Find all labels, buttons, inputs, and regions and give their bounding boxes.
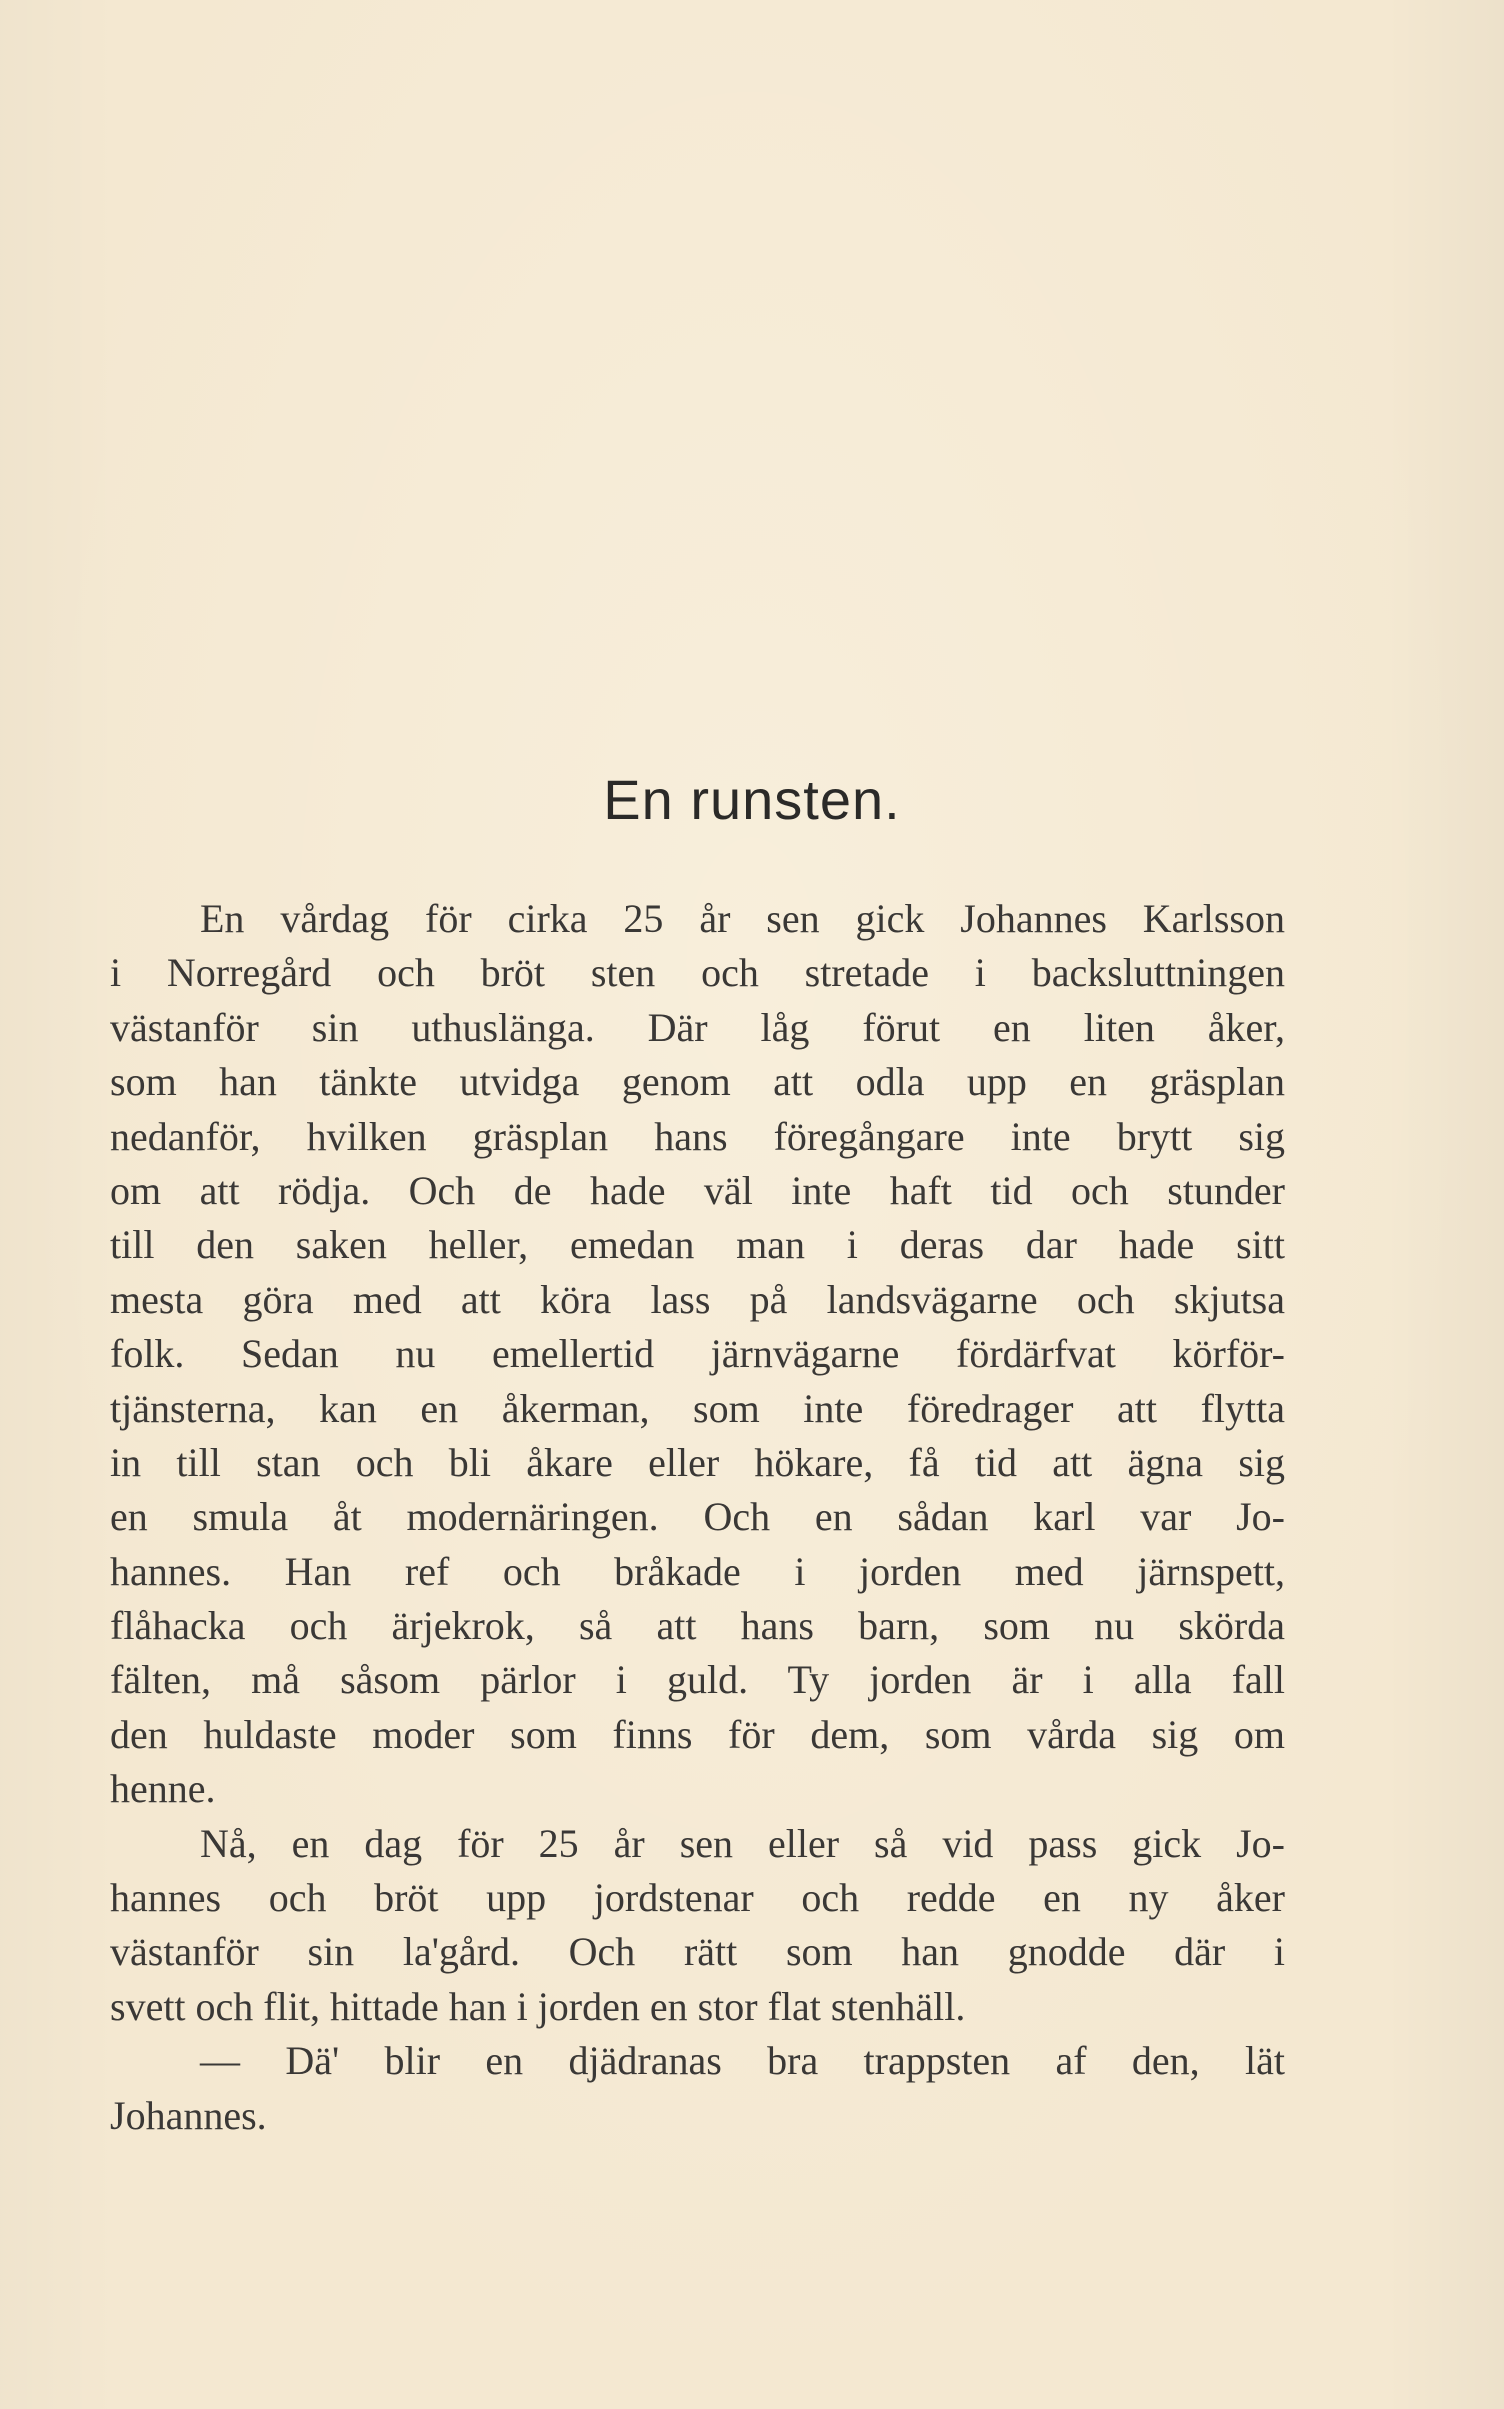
text-line: tjänsterna, kan en åkerman, som inte föredrager att flytta (110, 1385, 1285, 1431)
text-line: fälten, må såsom pärlor i guld. Ty jorden är i alla fall (110, 1657, 1285, 1703)
text-line: den huldaste moder som finns för dem, som vårda sig om (110, 1711, 1285, 1757)
text-line: henne. (110, 1766, 216, 1812)
text-line: i Norregård och bröt sten och stretade i backsluttningen (110, 950, 1285, 996)
text-line: svett och flit, hittade han i jorden en stor flat stenhäll. (110, 1983, 966, 2029)
text-line: mesta göra med att köra lass på landsvägarne och skjutsa (110, 1276, 1285, 1322)
text-line: — Dä' blir en djädranas bra trappsten af den, lät (200, 2038, 1285, 2084)
text-line: en smula åt modernäringen. Och en sådan karl var Jo- (110, 1494, 1285, 1540)
text-line: in till stan och bli åkare eller hökare, få tid att ägna sig (110, 1439, 1285, 1485)
chapter-title: En runsten. (603, 768, 901, 831)
text-line: västanför sin uthuslänga. Där låg förut en liten åker, (110, 1004, 1285, 1050)
text-line: västanför sin la'gård. Och rätt som han gnodde där i (110, 1929, 1285, 1975)
body-text (110, 892, 1285, 2143)
text-line: Nå, en dag för 25 år sen eller så vid pass gick Jo- (200, 1820, 1285, 1866)
text-line: som han tänkte utvidga genom att odla upp en gräsplan (110, 1059, 1285, 1105)
text-line: hannes och bröt upp jordstenar och redde en ny åker (110, 1875, 1285, 1921)
text-line: hannes. Han ref och bråkade i jorden med järnspett, (110, 1548, 1285, 1594)
text-line: nedanför, hvilken gräsplan hans föregångare inte brytt sig (110, 1113, 1285, 1159)
text-line: om att rödja. Och de hade väl inte haft tid och stunder (110, 1167, 1285, 1213)
text-line: flåhacka och ärjekrok, så att hans barn, som nu skörda (110, 1603, 1285, 1649)
text-line: till den saken heller, emedan man i deras dar hade sitt (110, 1222, 1285, 1268)
text-line: Johannes. (110, 2092, 267, 2138)
text-line: En vårdag för cirka 25 år sen gick Johannes Karlsson (200, 896, 1285, 941)
text-line: folk. Sedan nu emellertid järnvägarne fördärfvat körför- (110, 1331, 1285, 1377)
